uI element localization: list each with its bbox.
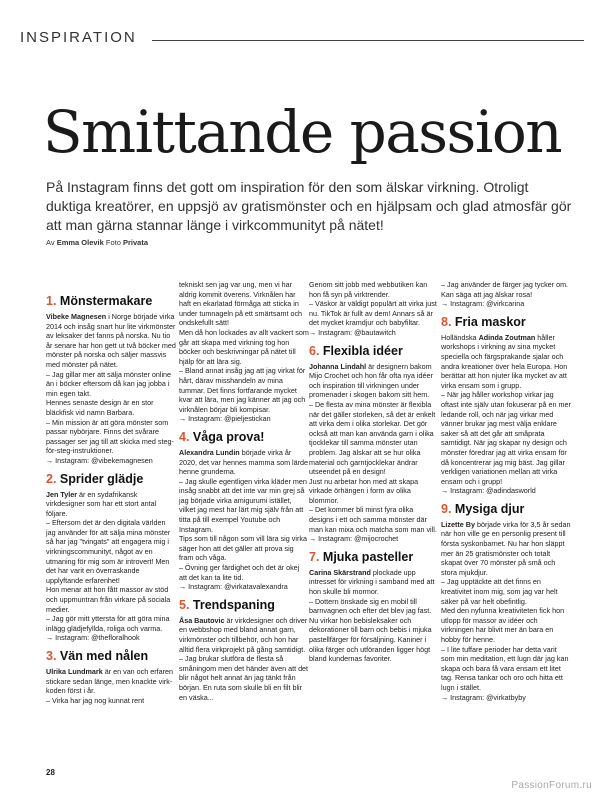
section-heading-5: 5. Trendspaning <box>179 597 275 612</box>
section-6-intro: Johanna Lindahl är designern bakom Mijo Crochet och hon får ofta nya idéer och inspiration till virkningen under promenader i skogen bakom sitt hem. <box>309 361 433 400</box>
byline-photo-prefix: Foto <box>103 238 123 247</box>
section-heading-7: 7. Mjuka pasteller <box>309 549 414 564</box>
section-heading-9: 9. Mysiga djur <box>441 501 525 516</box>
section-3-quote: – Virka har jag nog kunnat rent <box>46 695 145 705</box>
byline-photographer: Privata <box>123 238 149 247</box>
column-3 <box>309 280 439 664</box>
section-7-quote: – Dottern önskade sig en mobil till barnvagnen och efter det blev jag fast. <box>309 596 432 616</box>
instagram-handle[interactable]: → Instagram: @virkatbyby <box>441 692 526 702</box>
section-7-text: Nu virkar hon bebisleksaker och dekorationer till barn och bebis i mjuka pastellfärger för försäljning. Kaniner i olika färger och utföranden ligger högt bland kundernas favoriter. <box>309 615 432 664</box>
section-2-text: Hon menar att hon fått massor av stöd och uppmuntran från virkare på sociala medier. <box>46 585 171 614</box>
section-2-intro: Jen Tyler är en sydafrikansk virkdesigner som har ett stort antal följare. <box>46 489 157 518</box>
section-5-quote-2: – Väskor är väldigt populärt att virka just nu. TikTok är fullt av dem! Annars så är det mycket kramdjur och babyfiltar. <box>309 299 437 328</box>
instagram-handle[interactable]: → Instagram: @virkcarina <box>441 299 525 309</box>
section-kicker: INSPIRATION <box>20 29 137 46</box>
watermark: PassionForum.ru <box>511 780 592 791</box>
instagram-handle[interactable]: → Instagram: @thefloralhook <box>46 633 140 643</box>
byline-author: Emma Olevik <box>56 238 104 247</box>
section-3-intro: Ulrika Lundmark är en van och erfaren stickare sedan länge, men knackte virk-koden först i år. <box>46 667 174 696</box>
section-4-text: Tips som till någon som vill lära sig virka säger hon att det gäller att prova sig fram och våga. <box>179 534 307 563</box>
article-ingress: På Instagram finns det gott om inspiration för den som älskar virkning. Otroligt duktiga kreatörer, en uppsjö av gratismönster och en hjälpsam och glad atmosfär gör att man gärna stannar länge i virkcommunityt på nätet! <box>46 179 572 233</box>
section-6-quote-2: – Det kommer bli minst fyra olika designs i ett och samma mönster där man kan mixa och matcha som man vill. <box>309 505 437 534</box>
instagram-handle[interactable]: → Instagram: @pieljestickan <box>179 414 271 424</box>
section-heading-6: 6. Flexibla idéer <box>309 343 403 358</box>
section-9-intro: Lizette By började virka för 3,5 år sedan när hon ville ge en personlig present till första syskonbarnet. Nu har hon släppt mer än 25 gratismönster och totalt skapat över 70 mönster på små och stora mjukdjur. <box>441 519 571 577</box>
page-number: 28 <box>46 768 55 777</box>
section-heading-8: 8. Fria maskor <box>441 314 526 329</box>
section-2-quote-2: – Jag gör mitt yttersta för att göra mina inlägg glädjefyllda, roliga och varma. <box>46 614 170 633</box>
section-4-quote-2: – Övning ger färdighet och det är okej att det kan ta lite tid. <box>179 563 300 582</box>
section-heading-3: 3. Vän med nålen <box>46 649 149 663</box>
section-7-quote-2: – Jag använder de färger jag tycker om. Kan säga att jag älskar rosa! <box>441 280 569 299</box>
section-5-intro: Åsa Bautovic är virkdesigner och driver en webbshop med bland annat garn, virkmönster och tillbehör, och hon har alltid flera virkprojekt på gång samtidigt. <box>179 615 308 654</box>
kicker-rule <box>152 40 584 41</box>
column-1 <box>46 290 176 705</box>
section-5-quote: – Jag brukar slutföra de flesta så småningom men det händer även att det blir något helt annat än jag tänkt från början. En ruta som skulle bli en filt blir en väska... <box>179 654 309 702</box>
section-4-quote: – Jag skulle egentligen virka kläder men insåg snabbt att det inte var min grej så jag började virka amigurumi istället, vilket jag mest har lärt mig själv från att titta på till exempel Youtube och Instagram. <box>179 476 307 534</box>
instagram-handle[interactable]: → Instagram: @bautawitch <box>309 327 396 337</box>
section-9-quote-2: – I lite tuffare perioder har detta varit som min meditation, ett lugn där jag kan skapa och bara få vara ensam ett litet tag. Rensa tankar och oro och hitta ett lugn i stället. <box>441 644 569 692</box>
section-5-text: Genom sitt jobb med webbutiken kan hon få syn på virktrender. <box>309 280 428 299</box>
section-6-quote: – De flesta av mina mönster är flexibla när det gäller storleken, så det är enkelt att virka dem i olika storlekar. Det gör också att man kan använda garn i olika tjocklekar till samma mönster utan problem. Jag älskar att se hur olika material och garntjocklekar ändrar utseendet på en design! <box>309 399 436 477</box>
section-8-intro: Holländska Adinda Zoutman håller workshops i virkning av sina mycket speciella och färgsprakande sjalar och andra kreationer över hela Europa. Hon berättar att hon njuter lika mycket av att virka ensam som i grupp. <box>441 332 568 390</box>
section-1-text: Hennes senaste design är en stor bläckfisk vid namn Barbara. <box>46 398 154 417</box>
section-2-quote: – Eftersom det är den digitala världen jag använder för att sälja mina mönster så har jag "tvingats" att engagera mig i virkningscommunityt, något av en utmaning för mig som är introvert! Men det har varit en överraskande upplyftande erfarenhet! <box>46 518 171 585</box>
section-9-text: Med den nyfunna kreativiteten fick hon utlopp för massor av idéer och virkningen har blivit mer än bara en hobby för henne. <box>441 606 565 644</box>
section-6-text: Just nu arbetar hon med att skapa virkade örhängen i form av olika blommor. <box>309 476 419 505</box>
column-4 <box>441 280 571 708</box>
instagram-handle[interactable]: → Instagram: @adindasworld <box>441 486 536 496</box>
instagram-handle[interactable]: → Instagram: @mijocrochet <box>309 534 399 544</box>
section-9-quote: – Jag upptäckte att det finns en kreativitet inom mig, som jag var helt säker på var helt obefintlig. <box>441 577 558 606</box>
column-2 <box>179 280 309 702</box>
instagram-handle[interactable]: → Instagram: @virkatavalexandra <box>179 582 288 592</box>
section-3-quote-2: – Bland annat insåg jag att jag virkat för hårt, därav misshandeln av mina tummar. Det finns fortfarande mycket kvar att lära, men jag känner att jag och virknålen börjar bli kompisar. <box>179 366 306 414</box>
byline-prefix: Av <box>46 238 57 247</box>
section-3-text-2: Men då hon lockades av allt vackert som går att skapa med virkning tog hon böcker och beskrivningar på nätet till hjälp för att lära sig. <box>179 327 309 366</box>
byline <box>46 238 148 247</box>
section-3-text: tekniskt sen jag var ung, men vi har aldrig kommit överens. Virknålen har haft en ekarlatad förmåga att sticka in under tumnageln på ett smärtsamt och ondskefullt sätt! <box>179 280 303 328</box>
section-1-quote-2: – Min mission är att göra mönster som passar nybörjare. Finns det svårare passager ser jag till att skicka med steg-för-steg-instruktioner. <box>46 417 174 456</box>
section-heading-2: 2. Sprider glädje <box>46 471 144 486</box>
section-4-intro: Alexandra Lundin började virka år 2020, det var hennes mamma som lärde henne grunderna. <box>179 447 309 477</box>
section-heading-1: 1. Mönstermakare <box>46 294 153 308</box>
instagram-handle[interactable]: → Instagram: @vibekemagnesen <box>46 455 153 465</box>
section-1-intro: Vibeke Magnesen i Norge började virka 2014 och insåg snart hur lite virkmönster av leksaker det fanns på norska. Nu tio år senare har hon gett ut två böcker med mönster på norska och säljer massvis med mönster på nätet. <box>46 312 176 369</box>
section-7-intro: Carina Skärstrand plockade upp intresset för virkning i samband med att hon skulle bli mormor. <box>309 567 435 597</box>
article-title: Smittande passion <box>42 98 562 166</box>
section-8-quote: – När jag håller workshop virkar jag oftast inte själv utan fokuserar på en mer ledande roll, och när jag virkar med vänner brukar jag mest välja enklare saker så att det går att småprata samtidigt. När jag skapar ny design och mönster föredrar jag att virka ensam för då koncentrerar jag mig bäst. Jag gillar verkligen variationen mellan att virka ensam och i grupp! <box>441 390 571 486</box>
section-heading-4: 4. Våga prova! <box>179 429 265 444</box>
section-1-quote: – Jag gillar mer att sälja mönster online än i böcker eftersom då kan jag jobba i min egen takt. <box>46 369 172 398</box>
